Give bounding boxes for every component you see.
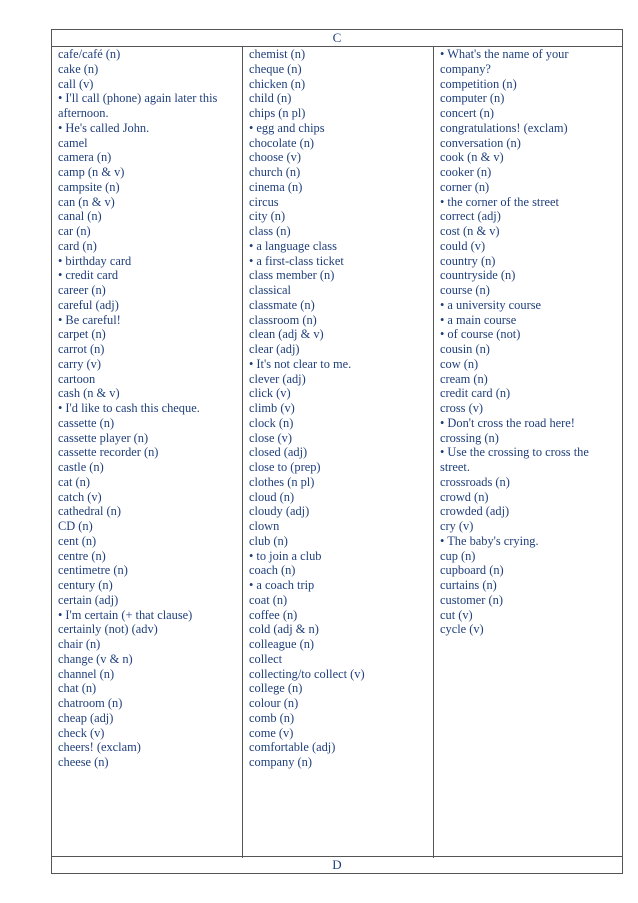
- section-letter-header: C: [52, 30, 622, 47]
- word-entry: • a coach trip: [249, 578, 315, 592]
- word-entry: comfortable (adj): [249, 740, 336, 755]
- word-entry: crossing (n): [440, 430, 499, 445]
- word-entry: centre (n): [58, 548, 106, 563]
- word-entry: cry (v): [440, 519, 474, 533]
- word-entry: closed (adj): [249, 445, 308, 460]
- word-entry: castle (n): [58, 460, 104, 474]
- word-entry: cycle (v): [440, 622, 484, 637]
- word-entry: classical: [249, 283, 291, 297]
- word-entry: customer (n): [440, 592, 503, 607]
- word-entry: cheap (adj): [58, 710, 114, 725]
- word-entry: credit card (n): [440, 386, 511, 401]
- word-entry: change (v & n): [58, 651, 133, 666]
- word-entry: clean (adj & v): [249, 327, 324, 342]
- word-entry: class (n): [249, 224, 291, 238]
- word-entry: cooker (n): [440, 165, 492, 179]
- word-entry: clown: [249, 519, 280, 533]
- word-entry: coach (n): [249, 563, 296, 578]
- word-entry: collecting/to collect (v): [249, 666, 365, 681]
- word-entry: cathedral (n): [58, 504, 121, 519]
- word-entry: company (n): [249, 755, 312, 769]
- word-entry: collect: [249, 651, 283, 666]
- word-entry: • The baby's crying.: [440, 533, 539, 548]
- word-entry: catch (v): [58, 489, 102, 504]
- word-entry: check (v): [58, 725, 105, 740]
- word-entry: cow (n): [440, 356, 479, 371]
- word-entry: coffee (n): [249, 607, 298, 622]
- word-entry: close (v): [249, 430, 293, 445]
- word-entry: competition (n): [440, 76, 517, 91]
- word-entry: clock (n): [249, 415, 294, 430]
- word-entry: • I'd like to cash this cheque.: [58, 401, 200, 415]
- word-entry: cousin (n): [440, 342, 490, 356]
- word-entry: course (n): [440, 283, 490, 297]
- word-entry: classmate (n): [249, 297, 315, 312]
- word-entry: correct (adj): [440, 209, 501, 224]
- word-entry: chat (n): [58, 681, 97, 696]
- word-entry: country (n): [440, 253, 496, 268]
- word-entry: cut (v): [440, 607, 473, 622]
- vocabulary-table: [51, 29, 623, 874]
- word-entry: classroom (n): [249, 312, 317, 327]
- word-entry: certainly (not) (adv): [58, 622, 158, 637]
- word-entry: city (n): [249, 209, 286, 224]
- word-entry: career (n): [58, 283, 106, 297]
- word-entry: • Be careful!: [58, 312, 121, 327]
- word-entry: • He's called John.: [58, 120, 150, 135]
- word-entry: click (v): [249, 386, 291, 401]
- word-entry: colour (n): [249, 696, 299, 710]
- word-entry: chair (n): [58, 637, 101, 651]
- word-entry: crowded (adj): [440, 504, 510, 519]
- word-entry: cash (n & v): [58, 386, 120, 401]
- word-entry: corner (n): [440, 179, 490, 194]
- word-entry: camp (n & v): [58, 165, 125, 179]
- word-entry: chocolate (n): [249, 135, 315, 150]
- word-entry: curtains (n): [440, 578, 497, 592]
- word-entry: cream (n): [440, 371, 488, 386]
- next-section-letter: D: [52, 856, 622, 873]
- word-entry: clear (adj): [249, 342, 300, 356]
- word-entry: • a language class: [249, 238, 337, 253]
- word-entry: club (n): [249, 533, 288, 548]
- word-entry: climb (v): [249, 401, 295, 415]
- word-entry: countryside (n): [440, 268, 516, 283]
- word-entry: campsite (n): [58, 179, 120, 194]
- word-entry: come (v): [249, 725, 294, 740]
- word-entry: • It's not clear to me.: [249, 356, 352, 371]
- word-entry: chemist (n): [249, 47, 306, 61]
- word-entry: concert (n): [440, 106, 495, 120]
- word-entry: cupboard (n): [440, 563, 504, 578]
- word-entry: CD (n): [58, 519, 93, 533]
- word-entry: • a main course: [440, 312, 517, 327]
- word-entry: cake (n): [58, 61, 99, 76]
- word-entry: channel (n): [58, 666, 115, 681]
- word-entry: cheque (n): [249, 61, 302, 76]
- word-entry: centimetre (n): [58, 563, 128, 578]
- word-entry: cent (n): [58, 533, 97, 548]
- word-entry: cross (v): [440, 401, 484, 415]
- word-entry: class member (n): [249, 268, 335, 283]
- word-entry: • a university course: [440, 297, 542, 312]
- word-entry: • a first-class ticket: [249, 253, 344, 268]
- word-entry: carrot (n): [58, 342, 105, 356]
- word-entry: crowd (n): [440, 489, 489, 504]
- word-entry: can (n & v): [58, 194, 115, 209]
- word-entry: chicken (n): [249, 76, 306, 91]
- word-entry: cloudy (adj): [249, 504, 310, 519]
- word-entry: carpet (n): [58, 327, 106, 342]
- word-entry: congratulations! (exclam): [440, 120, 568, 135]
- word-entry: crossroads (n): [440, 474, 510, 489]
- word-column-1: [52, 47, 243, 858]
- word-entry: card (n): [58, 238, 97, 253]
- word-entry: cook (n & v): [440, 150, 504, 165]
- word-entry: • the corner of the street: [440, 194, 559, 209]
- word-entry: • I'm certain (+ that clause): [58, 607, 193, 622]
- word-entry: cheese (n): [58, 755, 109, 769]
- word-entry: could (v): [440, 238, 486, 253]
- word-entry: close to (prep): [249, 460, 321, 474]
- word-entry: • Use the crossing to cross the street.: [440, 445, 589, 474]
- word-entry: cinema (n): [249, 179, 303, 194]
- word-entry: comb (n): [249, 710, 295, 725]
- word-entry: careful (adj): [58, 297, 119, 312]
- word-entry: carry (v): [58, 356, 101, 371]
- word-entry: cold (adj & n): [249, 622, 319, 637]
- word-entry: colleague (n): [249, 637, 315, 651]
- word-entry: century (n): [58, 578, 113, 592]
- word-entry: cassette player (n): [58, 430, 149, 445]
- word-entry: • Don't cross the road here!: [440, 415, 575, 430]
- word-entry: canal (n): [58, 209, 102, 224]
- word-entry: • I'll call (phone) again later this afternoon.: [58, 91, 218, 120]
- word-entry: conversation (n): [440, 135, 521, 150]
- word-entry: • What's the name of your company?: [440, 47, 569, 76]
- word-columns: [52, 47, 622, 858]
- word-entry: clever (adj): [249, 371, 306, 386]
- word-entry: call (v): [58, 76, 94, 91]
- word-entry: clothes (n pl): [249, 474, 315, 489]
- word-entry: college (n): [249, 681, 303, 696]
- word-entry: circus: [249, 194, 279, 209]
- word-entry: cloud (n): [249, 489, 295, 504]
- word-entry: • birthday card: [58, 253, 132, 268]
- word-entry: cafe/café (n): [58, 47, 121, 61]
- word-entry: camel: [58, 135, 88, 150]
- word-entry: cassette recorder (n): [58, 445, 159, 460]
- word-entry: • egg and chips: [249, 120, 325, 135]
- word-entry: certain (adj): [58, 592, 119, 607]
- word-entry: coat (n): [249, 592, 288, 607]
- word-entry: cat (n): [58, 474, 90, 489]
- word-entry: cassette (n): [58, 415, 115, 430]
- word-entry: child (n): [249, 91, 292, 106]
- word-entry: chips (n pl): [249, 106, 306, 120]
- word-entry: cartoon: [58, 371, 96, 386]
- word-column-3: [434, 47, 622, 858]
- word-entry: cheers! (exclam): [58, 740, 141, 755]
- word-entry: computer (n): [440, 91, 505, 106]
- word-entry: chatroom (n): [58, 696, 123, 710]
- word-entry: cup (n): [440, 548, 476, 563]
- word-entry: choose (v): [249, 150, 301, 165]
- word-column-2: [243, 47, 434, 858]
- word-entry: • to join a club: [249, 548, 322, 563]
- word-entry: cost (n & v): [440, 224, 500, 238]
- word-entry: church (n): [249, 165, 301, 179]
- word-entry: camera (n): [58, 150, 112, 165]
- word-entry: car (n): [58, 224, 91, 238]
- word-entry: • of course (not): [440, 327, 521, 342]
- word-entry: • credit card: [58, 268, 119, 283]
